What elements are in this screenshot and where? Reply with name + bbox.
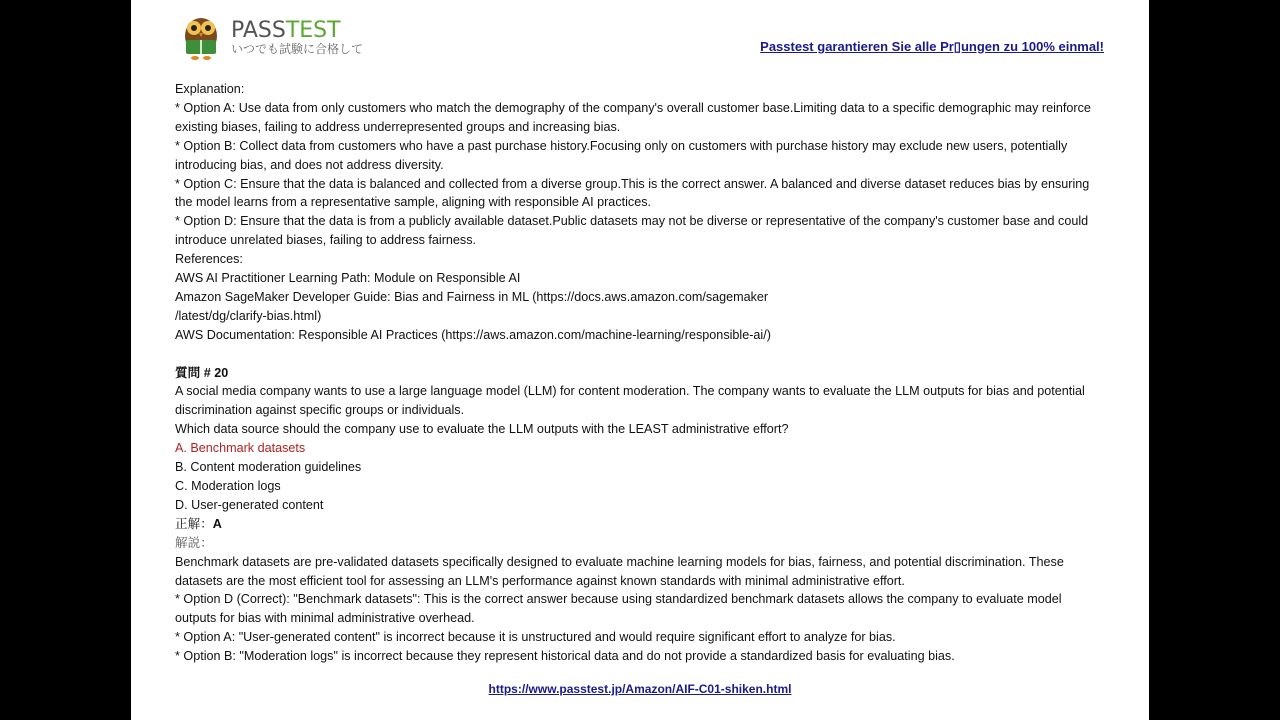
- text-line: introducing bias, and does not address diversity.: [175, 157, 444, 172]
- text-line: * Option C: Ensure that the data is balanced and collected from a diverse group.This is the correct answer. A balanced and diverse dataset reduces bias by ensuring: [175, 176, 1090, 191]
- answer-option: A. Benchmark datasets: [175, 441, 306, 456]
- answer-option: B. Content moderation guidelines: [175, 460, 362, 475]
- answer-label: 正解：: [175, 516, 213, 531]
- text-line: Amazon SageMaker Developer Guide: Bias and Fairness in ML (https://docs.aws.amazon.com/sagemaker: [175, 289, 769, 304]
- text-line: /latest/dg/clarify-bias.html): [175, 308, 322, 323]
- question-text-line: discrimination against specific groups or individuals.: [175, 403, 465, 418]
- text-line: References:: [175, 252, 243, 267]
- passtest-logo[interactable]: [181, 12, 363, 62]
- brand-tagline: いつでも試験に合格して: [231, 41, 364, 56]
- text-line: AWS AI Practitioner Learning Path: Module on Responsible AI: [175, 271, 521, 286]
- document-body: [175, 80, 1110, 666]
- question-text-line: Which data source should the company use to evaluate the LLM outputs with the LEAST administrative effort?: [175, 422, 789, 437]
- explanation-heading: 解説：: [175, 535, 213, 550]
- question-text-line: A social media company wants to use a large language model (LLM) for content moderation. The company wants to evaluate the LLM outputs for bias and potential: [175, 384, 1085, 399]
- text-line: introduce unrelated biases, failing to address fairness.: [175, 233, 477, 248]
- explanation-line: * Option A: "User-generated content" is incorrect because it is unstructured and would require significant effort to analyze for bias.: [175, 630, 896, 645]
- explanation-line: * Option B: "Moderation logs" is incorrect because they represent historical data and do not provide a standardized basis for evaluating bias.: [175, 649, 955, 664]
- explanation-line: Benchmark datasets are pre-validated datasets specifically designed to evaluate machine learning models for bias, fairness, and potential discrimination. These: [175, 554, 1064, 569]
- answer-option: D. User-generated content: [175, 497, 324, 512]
- text-line: the model learns from a representative sample, aligning with responsible AI practices.: [175, 195, 652, 210]
- text-line: * Option A: Use data from only customers who match the demography of the company's overall customer base.Limiting data to a specific demographic may reinforce: [175, 100, 1091, 115]
- answer-option: C. Moderation logs: [175, 479, 281, 494]
- text-line: existing biases, failing to address underrepresented groups and increasing bias.: [175, 119, 621, 134]
- brand-test: TEST: [285, 17, 341, 43]
- question-number: # 20: [203, 365, 229, 380]
- explanation-line: * Option D (Correct): "Benchmark datasets": This is the correct answer because using standardized benchmark datasets allows the company to evaluate model: [175, 592, 1062, 607]
- text-line: * Option B: Collect data from customers who have a past purchase history.Focusing only on customers with purchase history may exclude new users, potentially: [175, 138, 1068, 153]
- question-heading: [175, 364, 1110, 383]
- answer-line: [175, 515, 1110, 534]
- guarantee-link[interactable]: Passtest garantieren Sie alle Pr▯ungen zu 100% einmal!: [760, 39, 1104, 54]
- explanation-line: datasets are the most efficient tool for assessing an LLM's performance against known standards with minimal administrative effort.: [175, 573, 905, 588]
- text-line: AWS Documentation: Responsible AI Practices (https://aws.amazon.com/machine-learning/responsible-ai/): [175, 327, 771, 342]
- owl-mascot-icon: [181, 12, 221, 62]
- question-label: 質問: [175, 365, 204, 380]
- brand-pass: PASS: [231, 17, 286, 43]
- document-page: [131, 0, 1149, 720]
- answer-value: A: [212, 516, 222, 531]
- text-line: * Option D: Ensure that the data is from a publicly available dataset.Public datasets may not be diverse or representative of the company's customer base and could: [175, 214, 1089, 229]
- exam-page-link[interactable]: https://www.passtest.jp/Amazon/AIF-C01-shiken.html: [488, 682, 792, 696]
- explanation-line: outputs for bias with minimal administrative overhead.: [175, 611, 475, 626]
- explanation-label: Explanation:: [175, 82, 245, 96]
